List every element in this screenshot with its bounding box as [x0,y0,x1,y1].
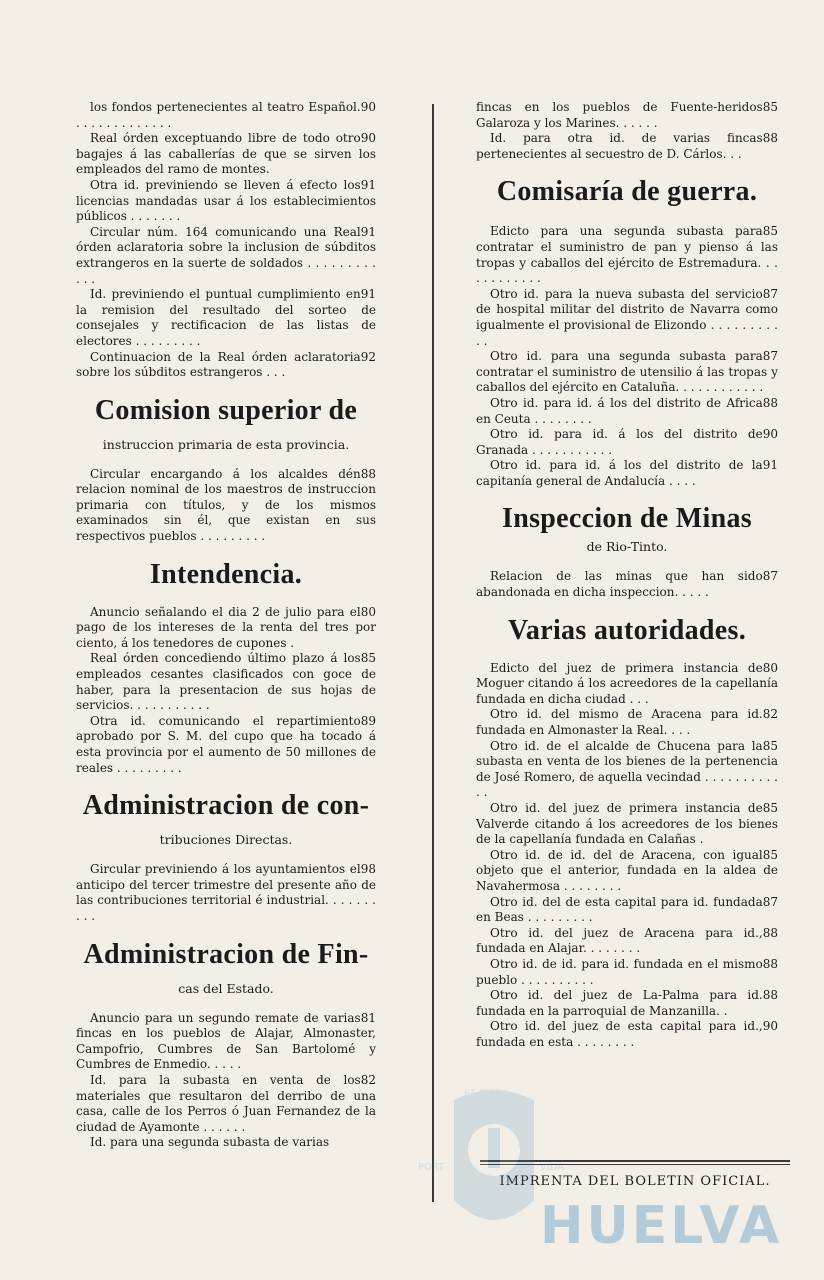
page-number: 82 [762,707,778,722]
index-entry [76,225,376,287]
index-entry [76,1135,376,1151]
page-number: 88 [762,956,778,971]
entry-text: Otro id. para la nueva subasta del servicio de hospital militar del distrito de Navarra como igualmente el provisional de Elizondo . . . . . . . . . . . [476,286,778,348]
entry-text: los fondos pertenecientes al teatro Español. . . . . . . . . . . . . . [76,100,361,130]
page-number: 87 [762,894,778,909]
entry-text: Otra id. previniendo se lleven á efecto los licencias mandadas usar á los establecimientos públicos . . . . . . . [76,177,376,224]
index-entry [76,131,376,178]
entry-text: Id. para otra id. de varias fincas pertenecientes al secuestro de D. Cárlos. . . [476,131,763,161]
index-entry [476,396,778,427]
index-entry [476,895,778,926]
section-heading: Comision superior de [94,394,358,426]
page-number: 87 [762,286,778,301]
entry-text: fincas en los pueblos de Fuente-heridos Galaroza y los Marines. . . . . . [476,100,763,130]
watermark-side-right: VIDA [540,1162,565,1173]
section-heading: Administracion de con- [82,790,370,822]
entry-text: Otro id. del de esta capital para id. fundada en Beas . . . . . . . . . [476,894,763,925]
index-entry [476,427,778,458]
entry-text: Edicto del juez de primera instancia de Moguer citando á los acreedores de la capellanía fundada en dicha ciudad . . . [476,660,778,706]
index-entry [76,178,376,225]
index-entry [476,801,778,848]
index-entry [476,224,778,286]
entry-text: Otro id. del juez de La-Palma para id. fundada en la parroquial de Manzanilla. . [476,988,763,1018]
index-entry [76,862,376,924]
section-heading: Inspeccion de Minas [502,503,752,535]
entry-text: Otro id. de id. del de Aracena, con igual objeto que el anterior, fundada en la aldea de Navahermosa . . . . . . . . [476,847,778,893]
page-number: 91 [762,458,778,473]
entry-text: Otro id. para id. á los del distrito de Africa en Ceuta . . . . . . . . [476,395,763,426]
watermark-top-text: ET TERRE [464,1089,508,1099]
index-entry [76,350,376,381]
section-subheading: tribuciones Directas. [159,832,293,848]
index-entry [76,651,376,713]
entry-text: Otro id. del juez de Aracena para id., fundada en Alajar. . . . . . . . [476,925,763,956]
section-subheading: cas del Estado. [178,980,274,996]
entry-text: Gircular previniendo á los ayuntamientos el anticipo del tercer trimestre del presente año de las contribuciones territorial é industrial. . . . . . . . . . [76,862,376,923]
entry-text: Otra id. comunicando el repartimiento aprobado por S. M. del cupo que ha tocado á esta provincia por el aumento de 50 millones de reales . . . . . . . . . [76,713,376,775]
entry-text: Otro id. de el alcalde de Chucena para la subasta en venta de los bienes de la pertenencia de José Romero, de aquella vecindad . . . . . . . . . . . . [476,738,778,800]
entry-text: Anuncio para un segundo remate de varias fincas en los pueblos de Alajar, Almonaster, Campofrio, Cumbres de San Bartolomé y Cumbres de Enmedio. . . . . [76,1010,376,1072]
index-entry [76,287,376,349]
entry-text: Id. para una segunda subasta de varias [90,1135,330,1150]
page-number: 82 [360,1072,376,1087]
page-number: 85 [762,847,778,862]
page-number: 92 [360,349,376,364]
section-heading: Varias autoridades. [507,614,747,646]
section-heading: Intendencia. [149,558,303,590]
page-number: 81 [360,1010,376,1025]
entry-text: Circular encargando á los alcaldes dén relacion nominal de los maestros de instruccion primaria con títulos, y de los mismos examinados sin él, que existan en sus respectivos pueblos . . . . . . . . . [76,466,376,544]
index-entry [476,988,778,1019]
page-number: 85 [762,224,778,239]
left-column [76,100,376,1151]
index-entry [476,458,778,489]
entry-text: Id. para la subasta en venta de los materiales que resultaron del derribo de una casa, calle de los Perros ó Juan Fernandez de la ciudad de Ayamonte . . . . . . [76,1072,376,1134]
page-number: 85 [762,100,778,114]
entry-text: Real órden exceptuando libre de todo otro bagajes á las caballerías de que se sirven los empleados del ramo de montes. [76,131,376,177]
entry-text: Anuncio señalando el dia 2 de julio para el pago de los intereses de la renta del tres por ciento, á los tenedores de cupones . [76,604,376,650]
entry-text: Continuacion de la Real órden aclaratoria sobre los súbditos estrangeros . . . [76,349,361,380]
index-entry [476,131,778,162]
entry-text: Otro id. para una segunda subasta para contratar el suministro de utensilio á las tropas y caballos del ejército en Cataluña. . . . . . . . . . . . [476,349,778,395]
index-entry [476,569,778,600]
index-entry [76,100,376,131]
index-entry [476,848,778,895]
page-number: 88 [360,466,376,481]
page-number: 91 [360,224,376,239]
column-divider [432,104,434,1202]
section-heading: Administracion de Fin- [83,938,369,970]
index-entry [76,605,376,652]
index-entry [476,661,778,708]
page-number: 85 [762,738,778,753]
entry-text: Id. previniendo el puntual cumplimiento en la remision del resultado del sorteo de consejales y rectificacion de las listas de electores . . . . . . . . . [76,287,376,348]
entry-text: Otro id. del juez de esta capital para id., fundada en esta . . . . . . . . [476,1019,763,1049]
section-subheading: de Rio-Tinto. [586,539,668,555]
entry-text: Relacion de las minas que han sido abandonada en dicha inspeccion. . . . . [476,569,763,600]
page-number: 88 [762,131,778,146]
page-number: 91 [360,287,376,302]
page-number: 87 [762,569,778,584]
entry-text: Otro id. para id. á los del distrito de la capitanía general de Andalucía . . . . [476,458,763,488]
index-entry [476,1019,778,1050]
printer-footer: IMPRENTA DEL BOLETIN OFICIAL. [499,1174,771,1189]
right-column [476,100,778,1051]
index-entry [476,349,778,396]
index-entry [476,707,778,738]
watermark-text: HUELVA [540,1196,783,1256]
index-entry [76,1073,376,1135]
page-number: 85 [360,651,376,666]
page-number: 88 [762,395,778,410]
index-entry [476,739,778,801]
index-entry [476,287,778,349]
page-number: 90 [762,427,778,442]
watermark-side-left: PORT [418,1162,445,1173]
section-heading: Comisaría de guerra. [496,176,758,208]
page-number: 89 [360,713,376,728]
section-subheading: instruccion primaria de esta provincia. [102,436,350,452]
entry-text: Otro id. del mismo de Aracena para id. fundada en Almonaster la Real. . . . [476,707,763,738]
page-number: 80 [360,604,376,619]
page-number: 90 [762,1019,778,1034]
entry-text: Edicto para una segunda subasta para contratar el suministro de pan y pienso á las tropas y caballos del ejército de Estremadura. . . . . . . . . . . . [476,224,778,286]
entry-text: Real órden concediendo último plazo á los empleados cesantes clasificados con goce de haber, para la presentacion de sus hojas de servicios. . . . . . . . . . . [76,651,376,713]
page-number: 87 [762,349,778,364]
index-entry [76,467,376,545]
entry-text: Otro id. para id. á los del distrito de Granada . . . . . . . . . . . [476,427,763,457]
page-number: 98 [360,862,376,877]
page-number: 88 [762,988,778,1003]
index-entry [76,714,376,776]
page-number: 90 [360,131,376,146]
entry-text: Otro id. del juez de primera instancia de Valverde citando á los acreedores de los bienes de la capellanía fundada en Calañas . [476,801,778,847]
index-entry [76,1011,376,1073]
entry-text: Otro id. de id. para id. fundada en el mismo pueblo . . . . . . . . . . [476,956,763,987]
page-number: 80 [762,660,778,675]
page-number: 91 [360,177,376,192]
entry-text: Circular núm. 164 comunicando una Real órden aclaratoria sobre la inclusion de súbditos extrangeros en la suerte de soldados . . . . . . . . . . . . [76,224,376,286]
page-number: 88 [762,925,778,940]
index-entry [476,100,778,131]
page-number: 85 [762,801,778,815]
index-entry [476,926,778,957]
index-entry [476,957,778,988]
page-number: 90 [360,100,376,114]
